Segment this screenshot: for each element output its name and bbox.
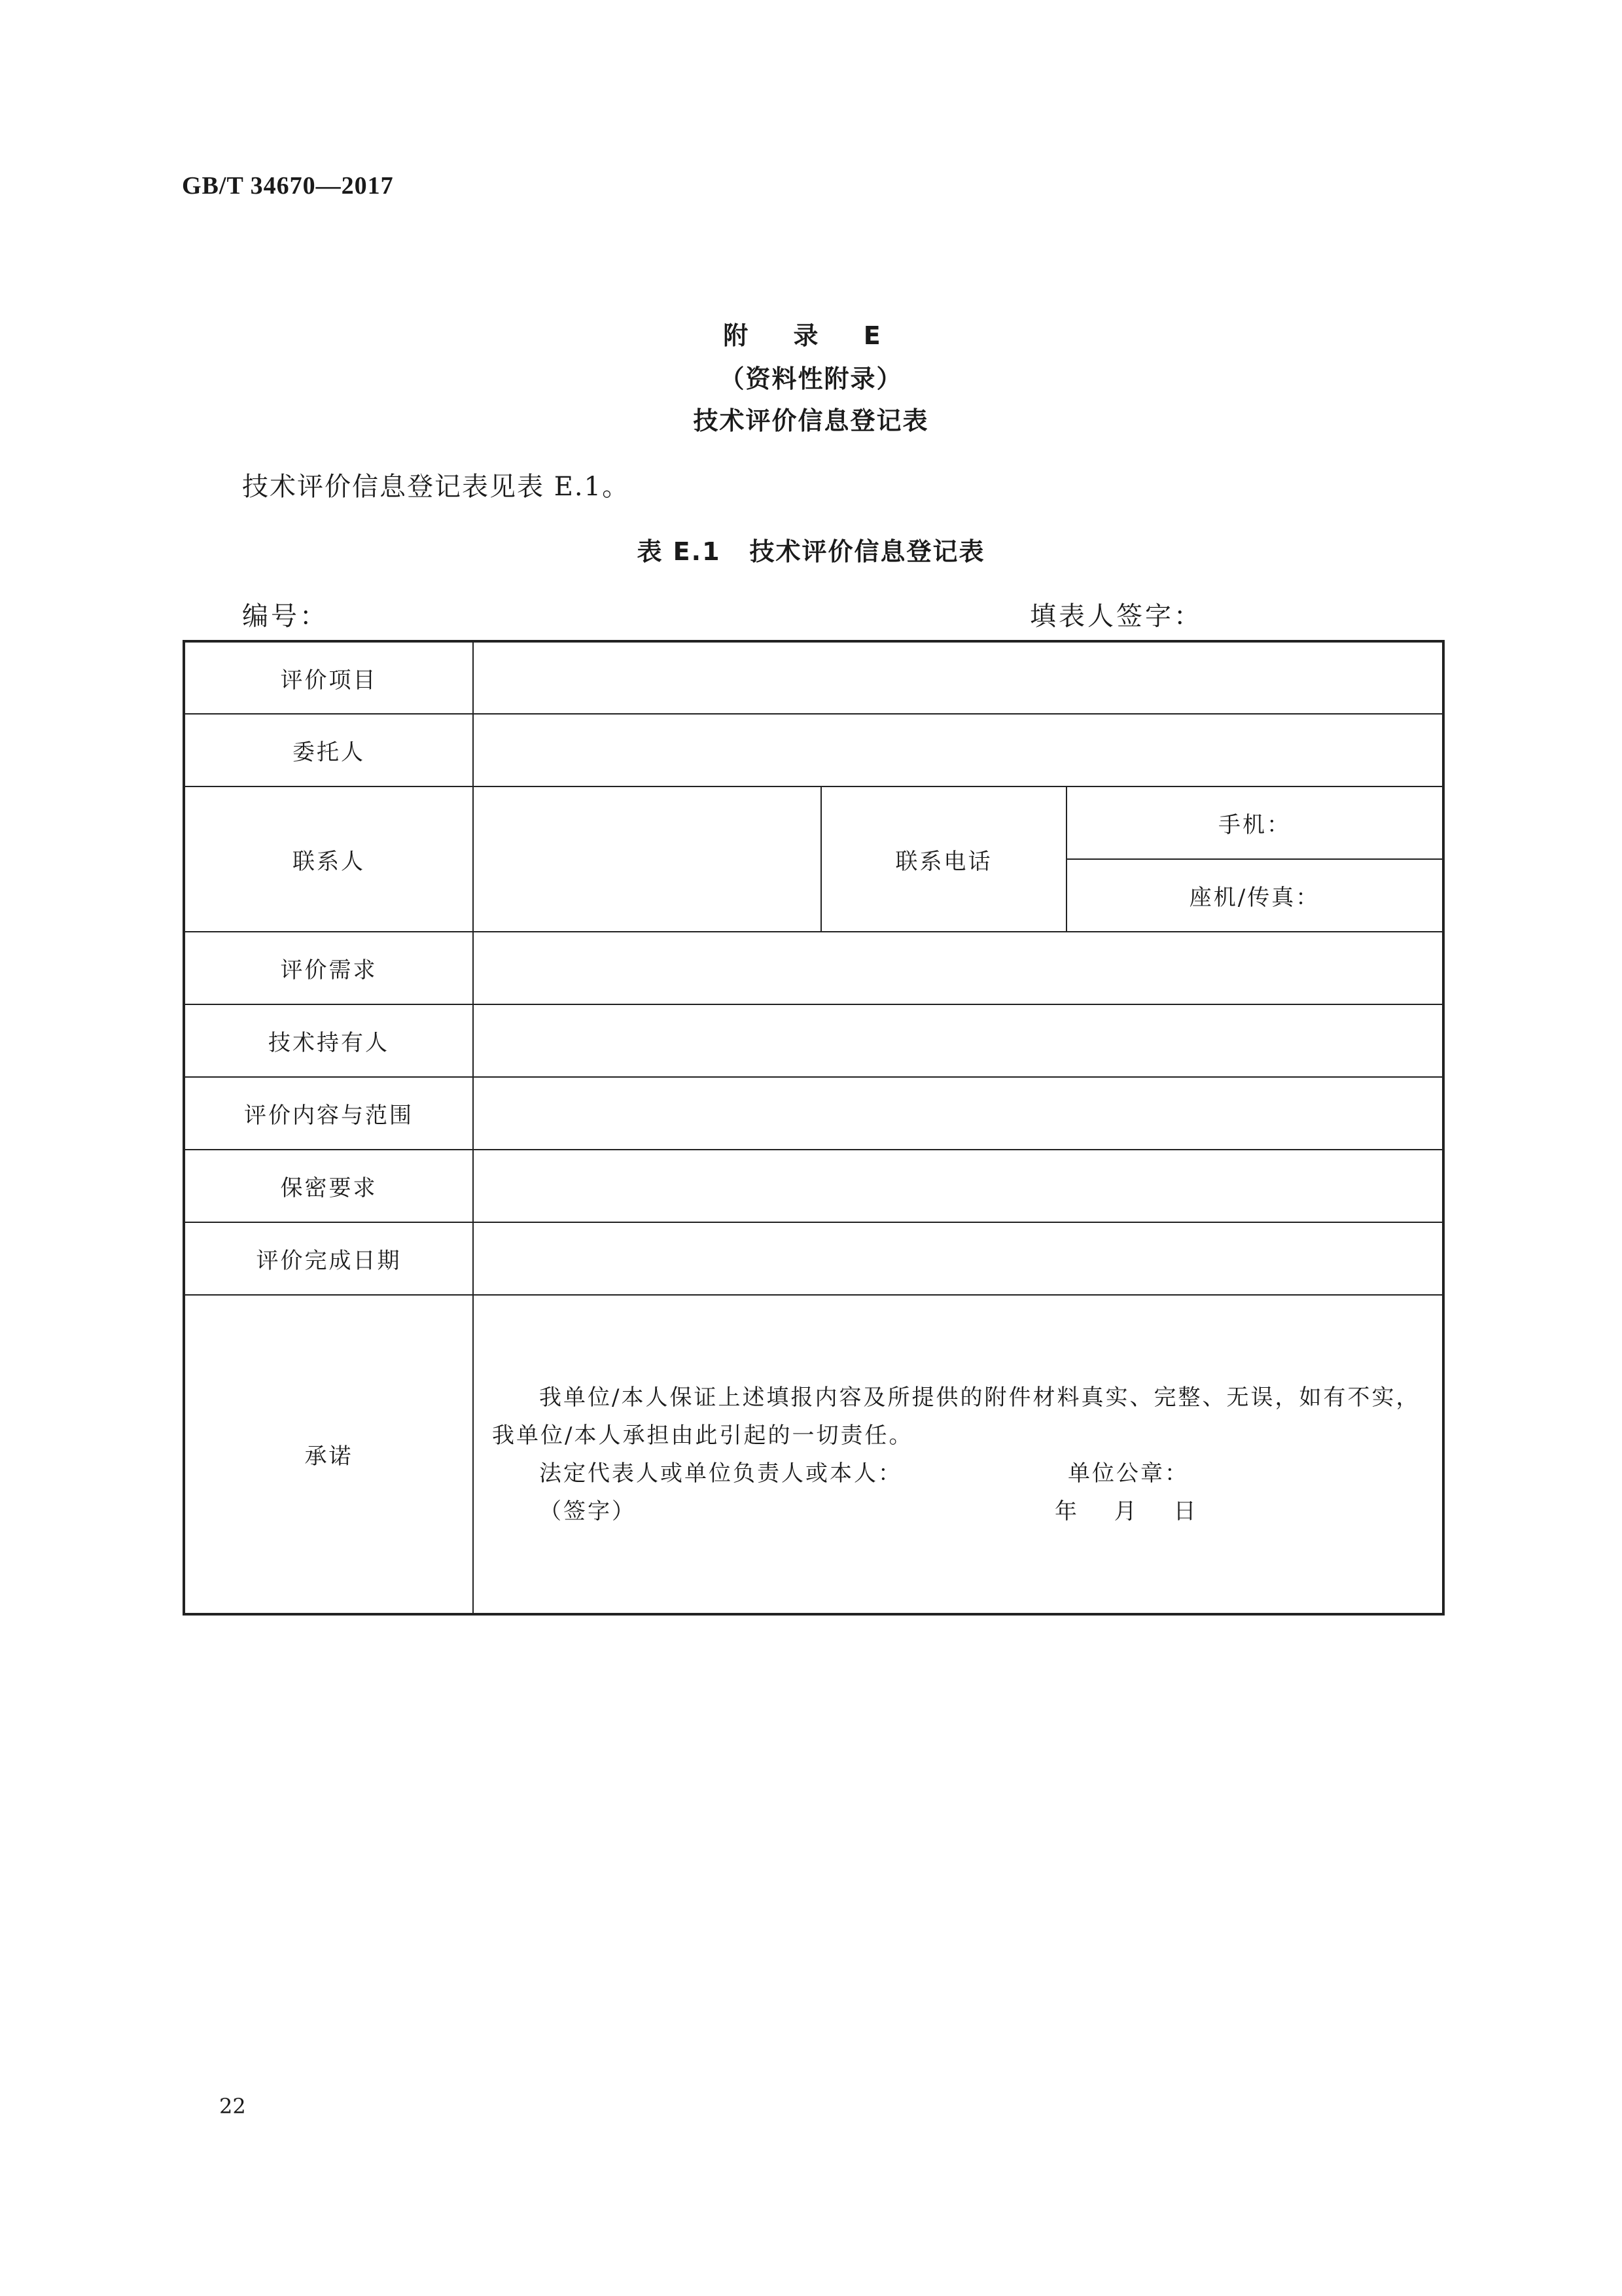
scope-value-cell[interactable] bbox=[473, 1077, 1443, 1150]
appendix-title: 附 录 E bbox=[723, 321, 899, 350]
signature-label[interactable]: （签字） bbox=[539, 1498, 636, 1525]
mobile-cell[interactable]: 手机： bbox=[1067, 786, 1443, 859]
client-value-cell[interactable] bbox=[473, 714, 1443, 786]
row-label-contact: 联系人 bbox=[184, 786, 473, 932]
table-number: 表 E.1 bbox=[637, 537, 721, 566]
row-label-scope: 评价内容与范围 bbox=[184, 1077, 473, 1150]
holder-value-cell[interactable] bbox=[473, 1004, 1443, 1077]
row-label-holder: 技术持有人 bbox=[184, 1004, 473, 1077]
table-caption bbox=[0, 531, 1622, 567]
standard-code: GB/T 34670—2017 bbox=[182, 172, 394, 200]
row-label-needs: 评价需求 bbox=[184, 932, 473, 1004]
filler-signature-label: 填表人签字： bbox=[1030, 601, 1203, 631]
pledge-text: 我单位/本人保证上述填报内容及所提供的附件材料真实、完整、无误，如有不实，我单位/本人承担由此引起的一切责任。 bbox=[492, 1384, 1420, 1449]
needs-value-cell[interactable] bbox=[473, 932, 1443, 1004]
pledge-cell bbox=[473, 1295, 1443, 1614]
table-row bbox=[184, 932, 1443, 1004]
page-number: 22 bbox=[219, 2094, 246, 2119]
project-value-cell[interactable] bbox=[473, 641, 1443, 714]
table-title: 技术评价信息登记表 bbox=[749, 537, 985, 566]
table-row bbox=[184, 1004, 1443, 1077]
table-row bbox=[184, 714, 1443, 786]
table-row bbox=[184, 1222, 1443, 1295]
table-row bbox=[184, 786, 1443, 859]
table-row bbox=[184, 641, 1443, 714]
representative-label: 法定代表人或单位负责人或本人： bbox=[539, 1460, 902, 1487]
row-label-project: 评价项目 bbox=[184, 641, 473, 714]
table-row bbox=[184, 1295, 1443, 1614]
row-label-pledge: 承诺 bbox=[184, 1295, 473, 1614]
row-label-client: 委托人 bbox=[184, 714, 473, 786]
confidentiality-value-cell[interactable] bbox=[473, 1150, 1443, 1222]
date-label[interactable]: 年 月 日 bbox=[1055, 1498, 1198, 1525]
appendix-name: 技术评价信息登记表 bbox=[693, 406, 929, 435]
row-label-phone: 联系电话 bbox=[821, 786, 1067, 932]
landline-fax-cell[interactable]: 座机/传真： bbox=[1067, 859, 1443, 932]
serial-number-label: 编号： bbox=[242, 601, 328, 631]
row-label-completion-date: 评价完成日期 bbox=[184, 1222, 473, 1295]
table-row bbox=[184, 1077, 1443, 1150]
seal-label: 单位公章： bbox=[1068, 1460, 1189, 1487]
completion-date-value-cell[interactable] bbox=[473, 1222, 1443, 1295]
contact-value-cell[interactable] bbox=[473, 786, 821, 932]
registration-form bbox=[183, 640, 1445, 1616]
appendix-type: （资料性附录） bbox=[719, 364, 903, 393]
table-row bbox=[184, 1150, 1443, 1222]
row-label-confidentiality: 保密要求 bbox=[184, 1150, 473, 1222]
intro-paragraph: 技术评价信息登记表见表 E.1。 bbox=[242, 472, 630, 502]
